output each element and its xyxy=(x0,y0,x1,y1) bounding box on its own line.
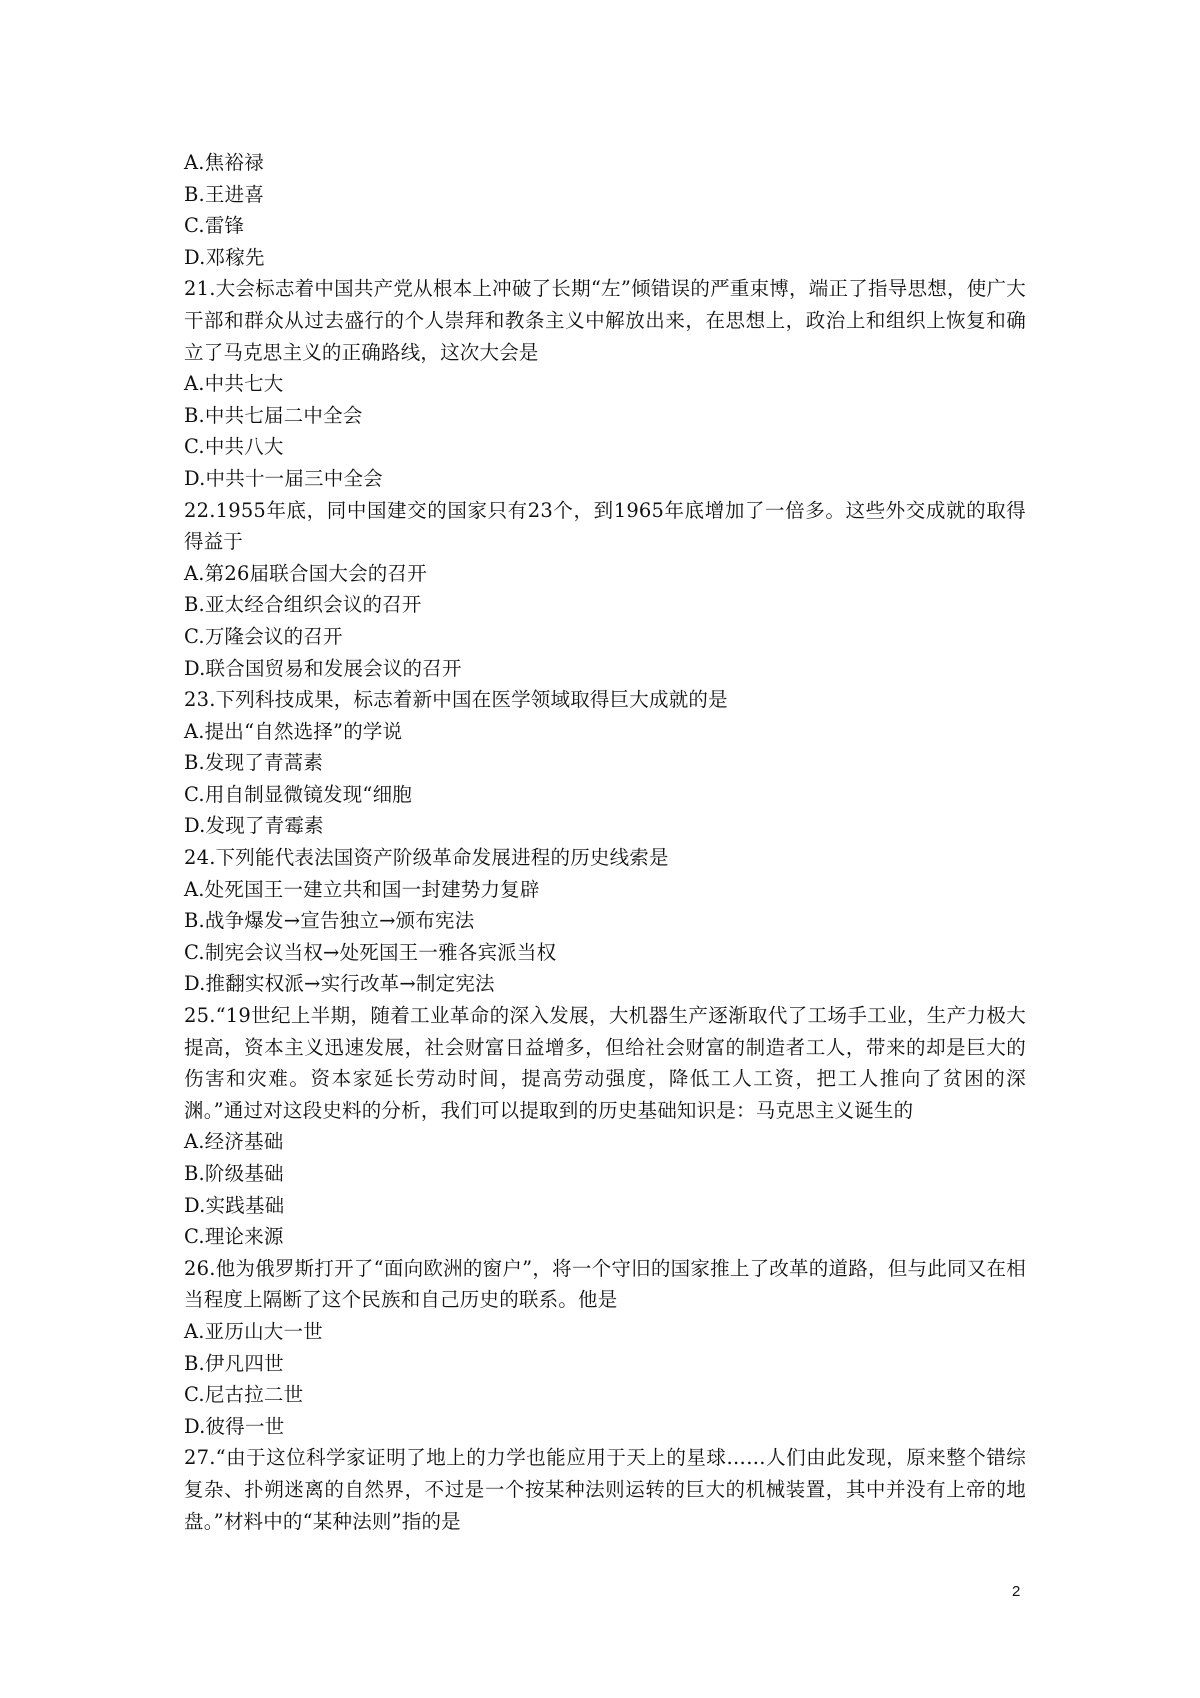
option-b: B.战争爆发→宣告独立→颁布宪法 xyxy=(184,909,475,933)
option-b: B.阶级基础 xyxy=(184,1162,284,1185)
option-c: C.万隆会议的召开 xyxy=(184,624,343,648)
question-stem: 27.“由于这位科学家证明了地上的力学也能应用于天上的星球……人们由此发现，原来整个错综复杂、扑朔迷离的自然界，不过是一个按某种法则运转的巨大的机械装置，其中并没有上帝的地盘。”材料中的“某种法则”指的是 xyxy=(184,1446,1026,1533)
document-body xyxy=(184,147,1026,1537)
question-24 xyxy=(184,842,1026,1000)
question-stem: 26.他为俄罗斯打开了“面向欧洲的窗户”，将一个守旧的国家推上了改革的道路，但与此同又在相当程度上隔断了这个民族和自己历史的联系。他是 xyxy=(184,1256,1026,1312)
option-d: D.推翻实权派→实行改革→制定宪法 xyxy=(184,972,495,996)
question-stem: 25.“19世纪上半期，随着工业革命的深入发展，大机器生产逐渐取代了工场手工业，生产力极大提高，资本主义迅速发展，社会财富日益增多，但给社会财富的制造者工人，带来的却是巨大的伤害和灾难。资本家延长劳动时间，提高劳动强度，降低工人工资，把工人推向了贫困的深渊。”通过对这段史料的分析，我们可以提取到的历史基础知识是：马克思主义诞生的 xyxy=(184,1004,1026,1122)
question-23 xyxy=(184,684,1026,842)
option-a: A.提出“自然选择”的学说 xyxy=(184,719,403,743)
question-22 xyxy=(184,495,1026,685)
question-25 xyxy=(184,1000,1026,1253)
question-stem: 21.大会标志着中国共产党从根本上冲破了长期“左”倾错误的严重束博，端正了指导思想，使广大干部和群众从过去盛行的个人崇拜和教条主义中解放出来，在思想上，政治上和组织上恢复和确立了马克思主义的正确路线，这次大会是 xyxy=(184,277,1026,364)
page-number: 2 xyxy=(1012,1583,1021,1600)
option-a: A.焦裕禄 xyxy=(184,151,264,174)
question-stem: 23.下列科技成果，标志着新中国在医学领域取得巨大成就的是 xyxy=(184,688,728,712)
option-c: C.制宪会议当权→处死国王一雅各宾派当权 xyxy=(184,940,557,964)
option-b: B.发现了青蒿素 xyxy=(184,751,324,775)
option-a: A.处死国王一建立共和国一封建势力复辟 xyxy=(184,877,540,901)
option-c: C.雷锋 xyxy=(184,214,245,238)
option-d: D.实践基础 xyxy=(184,1193,285,1217)
option-c: C.理论来源 xyxy=(184,1225,284,1249)
question-21 xyxy=(184,273,1026,494)
leading-options xyxy=(184,147,1026,273)
option-d: D.邓稼先 xyxy=(184,245,265,269)
option-d: D.联合国贸易和发展会议的召开 xyxy=(184,656,462,680)
question-stem: 22.1955年底，同中国建交的国家只有23个，到1965年底增加了一倍多。这些外交成就的取得得益于 xyxy=(184,498,1026,554)
option-b: B.王进喜 xyxy=(184,182,265,206)
option-d: D.彼得一世 xyxy=(184,1414,285,1438)
option-c: C.用自制显微镜发现“细胞 xyxy=(184,782,412,806)
option-a: A.第26届联合国大会的召开 xyxy=(184,561,427,585)
option-a: A.亚历山大一世 xyxy=(184,1319,323,1343)
question-26 xyxy=(184,1253,1026,1443)
option-d: D.发现了青霉素 xyxy=(184,814,324,838)
option-d: D.中共十一届三中全会 xyxy=(184,466,383,490)
question-27 xyxy=(184,1442,1026,1537)
option-b: B.伊凡四世 xyxy=(184,1351,284,1375)
option-c: C.尼古拉二世 xyxy=(184,1383,304,1407)
option-b: B.中共七届二中全会 xyxy=(184,403,363,427)
option-b: B.亚太经合组织会议的召开 xyxy=(184,593,422,617)
option-a: A.中共七大 xyxy=(184,372,284,396)
option-a: A.经济基础 xyxy=(184,1130,284,1154)
option-c: C.中共八大 xyxy=(184,435,284,459)
question-stem: 24.下列能代表法国资产阶级革命发展进程的历史线索是 xyxy=(184,846,669,870)
